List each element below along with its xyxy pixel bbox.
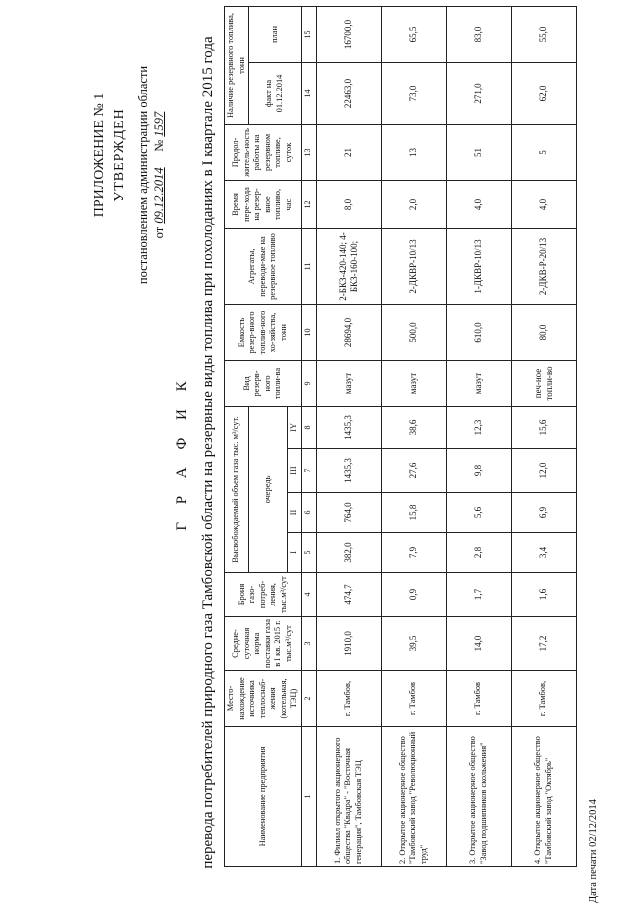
table-row xyxy=(446,6,511,866)
cell-avg-norm: 1910,0 xyxy=(316,617,381,671)
col-header-location: Место-нахождение источника теплоснаб-жения (котельная, ТЭЦ) xyxy=(225,671,302,727)
column-number: 15 xyxy=(301,6,316,62)
cell-name: 4. Открытое акционерное общество "Тамбовский завод "Октябрь" xyxy=(511,727,576,867)
column-number: 8 xyxy=(301,406,316,448)
column-number: 13 xyxy=(301,124,316,180)
column-number: 2 xyxy=(301,671,316,727)
column-number: 11 xyxy=(301,228,316,304)
cell-location: г. Тамбов xyxy=(446,671,511,727)
table-row xyxy=(316,6,381,866)
cell-stage-i: 3,4 xyxy=(511,533,576,573)
col-header-name: Наименование предприятия xyxy=(225,727,302,867)
cell-reserve: 0,9 xyxy=(381,573,446,617)
cell-reserve: 474,7 xyxy=(316,573,381,617)
cell-location: г. Тамбов, xyxy=(511,671,576,727)
cell-avg-norm: 17,2 xyxy=(511,617,576,671)
column-number: 14 xyxy=(301,62,316,124)
column-number: 7 xyxy=(301,449,316,493)
column-number: 4 xyxy=(301,573,316,617)
cell-switch-time: 4,0 xyxy=(511,180,576,228)
col-header-stage-i: I xyxy=(288,533,302,573)
approved-label: УТВЕРЖДЕН xyxy=(112,108,127,202)
cell-stage-iii: 12,0 xyxy=(511,449,576,493)
col-header-units: Агрегаты, переводи-мые на резервное топливо xyxy=(225,228,302,304)
column-number: 5 xyxy=(301,533,316,573)
col-header-stage-iii: III xyxy=(288,449,302,493)
col-header-fuel-type: Вид резерв-ного топли-ва xyxy=(225,360,302,406)
date-prefix: от xyxy=(152,226,166,239)
cell-stage-iv: 15,6 xyxy=(511,406,576,448)
column-number: 9 xyxy=(301,360,316,406)
cell-stock-plan: 83,0 xyxy=(446,6,511,62)
cell-capacity: 500,0 xyxy=(381,304,446,360)
col-header-stock-fact: факт на 01.12.2014 xyxy=(249,62,302,124)
document-subtitle: перевода потребителей природного газа Тамбовской области на резервные виды топлива при похолоданиях в I квартале 2015 года xyxy=(200,36,216,869)
cell-switch-time: 4,0 xyxy=(446,180,511,228)
cell-units: 2-ДКВ-Р-20/13 xyxy=(511,228,576,304)
col-header-duration: Продол-житель-ность работы на резервном топливе, суток xyxy=(225,124,302,180)
cell-capacity: 28694,0 xyxy=(316,304,381,360)
date-value: 09.12.2014 xyxy=(152,167,166,224)
cell-location: г. Тамбов xyxy=(381,671,446,727)
col-header-released: Высвобождаемый объем газа тыс. м³/сут. xyxy=(225,406,249,572)
cell-duration: 13 xyxy=(381,124,446,180)
cell-name: 2. Открытое акционерное общество "Тамбовский завод "Революционный труд" xyxy=(381,727,446,867)
cell-stage-i: 2,8 xyxy=(446,533,511,573)
cell-stage-ii: 764,0 xyxy=(316,493,381,533)
cell-avg-norm: 14,0 xyxy=(446,617,511,671)
col-header-avg-norm: Средне-суточная норма поставки газа в I кв. 2015 г. тыс.м³/сут xyxy=(225,617,302,671)
cell-stock-fact: 271,0 xyxy=(446,62,511,124)
cell-name: 1. Филиал открытого акционерного общества "Квадра" - "Восточная генерация", Тамбовская ТЭЦ xyxy=(316,727,381,867)
cell-stock-plan: 55,0 xyxy=(511,6,576,62)
cell-stock-fact: 62,0 xyxy=(511,62,576,124)
print-date: Дата печати 02/12/2014 xyxy=(588,799,599,903)
schedule-table xyxy=(224,6,577,867)
column-number-row xyxy=(301,6,316,866)
cell-stock-fact: 73,0 xyxy=(381,62,446,124)
decree-block xyxy=(135,5,167,345)
cell-switch-time: 8,0 xyxy=(316,180,381,228)
cell-name: 3. Открытое акционерное общество "Завод подшипников скольжения" xyxy=(446,727,511,867)
cell-avg-norm: 39,5 xyxy=(381,617,446,671)
cell-stock-plan: 65,5 xyxy=(381,6,446,62)
col-header-stage-ii: II xyxy=(288,493,302,533)
cell-reserve: 1,7 xyxy=(446,573,511,617)
cell-units: 1-ДКВР-10/13 xyxy=(446,228,511,304)
decree-date-line xyxy=(151,5,167,345)
cell-duration: 21 xyxy=(316,124,381,180)
col-header-stage: очередь xyxy=(249,406,288,572)
document-title: Г Р А Ф И К xyxy=(174,374,190,531)
table-row xyxy=(381,6,446,866)
cell-stock-plan: 16700,0 xyxy=(316,6,381,62)
cell-duration: 5 xyxy=(511,124,576,180)
cell-stage-iv: 1435,3 xyxy=(316,406,381,448)
col-header-stage-iv: IY xyxy=(288,406,302,448)
cell-stock-fact: 22463,0 xyxy=(316,62,381,124)
column-number: 6 xyxy=(301,493,316,533)
number-value: 1597 xyxy=(152,111,166,137)
cell-stage-iii: 9,8 xyxy=(446,449,511,493)
cell-stage-iii: 1435,3 xyxy=(316,449,381,493)
cell-stage-iv: 12,3 xyxy=(446,406,511,448)
appendix-label: ПРИЛОЖЕНИЕ № 1 xyxy=(92,92,107,218)
col-header-capacity: Емкость резер-вного топлив-ного хо-зяйства, тонн xyxy=(225,304,302,360)
cell-stage-i: 7,9 xyxy=(381,533,446,573)
number-prefix: № xyxy=(152,139,166,152)
cell-fuel: мазут xyxy=(316,360,381,406)
column-number: 12 xyxy=(301,180,316,228)
col-header-stock: Наличие резервного топлива, тонн xyxy=(225,6,249,124)
column-number: 10 xyxy=(301,304,316,360)
cell-stage-i: 382,0 xyxy=(316,533,381,573)
cell-capacity: 610,0 xyxy=(446,304,511,360)
cell-stage-iii: 27,6 xyxy=(381,449,446,493)
column-number: 3 xyxy=(301,617,316,671)
cell-fuel: мазут xyxy=(446,360,511,406)
cell-stage-ii: 5,6 xyxy=(446,493,511,533)
cell-units: 2-БКЗ-420-140; 4-БКЗ-160-100; xyxy=(316,228,381,304)
cell-fuel: мазут xyxy=(381,360,446,406)
cell-duration: 51 xyxy=(446,124,511,180)
cell-fuel: печ-ное топли-во xyxy=(511,360,576,406)
col-header-reserve: Броня газо-потреб-ления, тыс.м³/сут xyxy=(225,573,302,617)
cell-stage-ii: 15,8 xyxy=(381,493,446,533)
cell-capacity: 80,0 xyxy=(511,304,576,360)
col-header-stock-plan: план xyxy=(249,6,302,62)
cell-stage-ii: 6,9 xyxy=(511,493,576,533)
column-number: 1 xyxy=(301,727,316,867)
col-header-switch-time: Время пере-хода на резер-вное топливо, час xyxy=(225,180,302,228)
decree-line: постановлением администрации области xyxy=(136,65,150,285)
cell-units: 2-ДКВР-10/13 xyxy=(381,228,446,304)
cell-stage-iv: 38,6 xyxy=(381,406,446,448)
cell-reserve: 1,6 xyxy=(511,573,576,617)
cell-location: г. Тамбов, xyxy=(316,671,381,727)
cell-switch-time: 2,0 xyxy=(381,180,446,228)
table-row xyxy=(511,6,576,866)
